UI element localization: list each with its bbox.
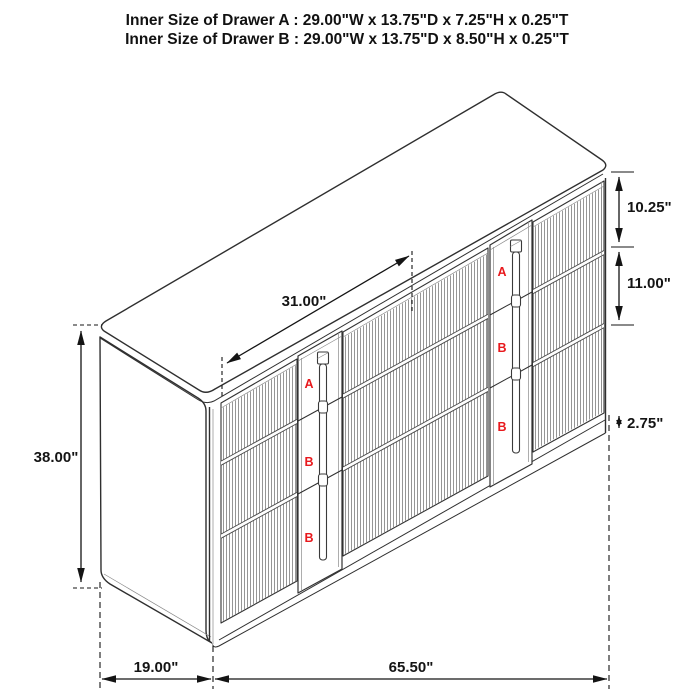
dimension-overall-height <box>34 325 102 588</box>
drawer-label-right-a: A <box>497 265 507 279</box>
overall-width-label: 65.50" <box>388 659 434 676</box>
drawer-b-front-label: 11.00" <box>627 275 671 292</box>
drawer-strip-left <box>298 331 342 593</box>
drawer-label-right-b2: B <box>497 420 507 434</box>
depth-label: 19.00" <box>133 659 179 676</box>
base-height-label: 2.75" <box>627 415 664 432</box>
header-drawer-a-size: Inner Size of Drawer A : 29.00"W x 13.75"D x 7.25"H x 0.25"T <box>125 12 569 29</box>
dimension-base-height <box>619 415 663 432</box>
handle-left <box>318 352 329 560</box>
dimension-drawer-fronts <box>611 172 672 325</box>
drawer-label-left-b1: B <box>304 455 314 469</box>
top-width-label: 31.00" <box>281 293 327 310</box>
drawer-label-right-b1: B <box>497 341 507 355</box>
header-drawer-b-size: Inner Size of Drawer B : 29.00"W x 13.75"D x 8.50"H x 0.25"T <box>125 31 569 48</box>
drawer-strip-right <box>490 220 532 487</box>
overall-height-label: 38.00" <box>33 449 79 466</box>
cabinet-drawing <box>100 92 606 647</box>
drawer-label-left-b2: B <box>304 531 314 545</box>
handle-right <box>511 240 522 453</box>
drawer-a-front-label: 10.25" <box>627 199 672 216</box>
drawer-label-left-a: A <box>304 377 314 391</box>
